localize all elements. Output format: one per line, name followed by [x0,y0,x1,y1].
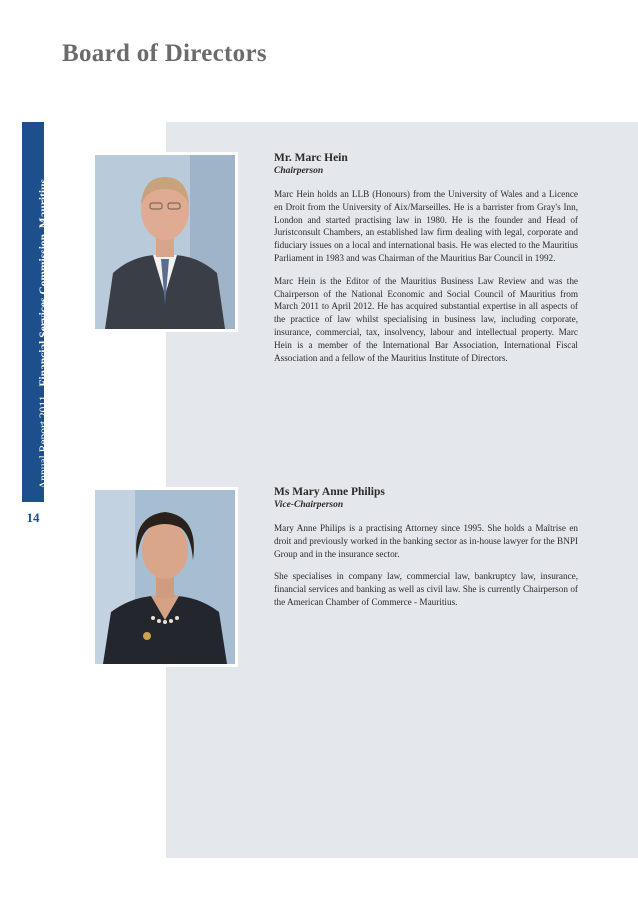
director-name: Mr. Marc Hein [274,152,348,164]
portrait-marc-hein [92,152,238,332]
bio-paragraph: Marc Hein is the Editor of the Mauritius Business Law Review and was the Chairperson of the National Economic and Social Council of Mauritius from March 2011 to April 2012. He has acquired substantial expertise in all aspects of the practice of law whilst specialising in business law, including corporate, insurance, commercial, tax, insolvency, labour and intellectual property. Marc Hein is a member of the International Bar Association, International Fiscal Association and a fellow of the Mauritius Institute of Directors. [274,275,578,363]
sidebar-running-header [33,179,55,489]
portrait-mary-anne-philips [92,487,238,667]
organization-label: Financial Services Commission, Mauritius [38,179,50,387]
page-number: 14 [26,510,40,525]
director-bio-2 [274,486,578,619]
director-bio-1 [274,152,578,374]
report-label: Annual Report 2011 [38,395,50,489]
director-role: Vice-Chairperson [274,500,344,510]
director-role: Chairperson [274,166,324,176]
page-title: Board of Directors [62,40,267,67]
bio-paragraph: Mary Anne Philips is a practising Attorney since 1995. She holds a Maîtrise en droit and previously worked in the banking sector as in-house lawyer for the BNPI Group and in the insurance sector. [274,523,578,559]
bio-paragraph: She specialises in company law, commercial law, bankruptcy law, insurance, financial services and banking as well as civil law. She is currently Chairperson of the American Chamber of Commerce - Mauritius. [274,571,578,607]
director-name: Ms Mary Anne Philips [274,486,385,498]
bio-paragraph: Marc Hein holds an LLB (Honours) from the University of Wales and a Licence en Droit from the University of Aix/Marseilles. He is a barrister from Gray's Inn, London and started practising law in 1980. He is the founder and Head of Juristconsult Chambers, an established law firm dealing with legal, corporate and fiduciary issues on a local and international basis. He was elected to the Mauritius Parliament in 1983 and was Chairman of the Mauritius Bar Council in 1992. [274,189,578,263]
